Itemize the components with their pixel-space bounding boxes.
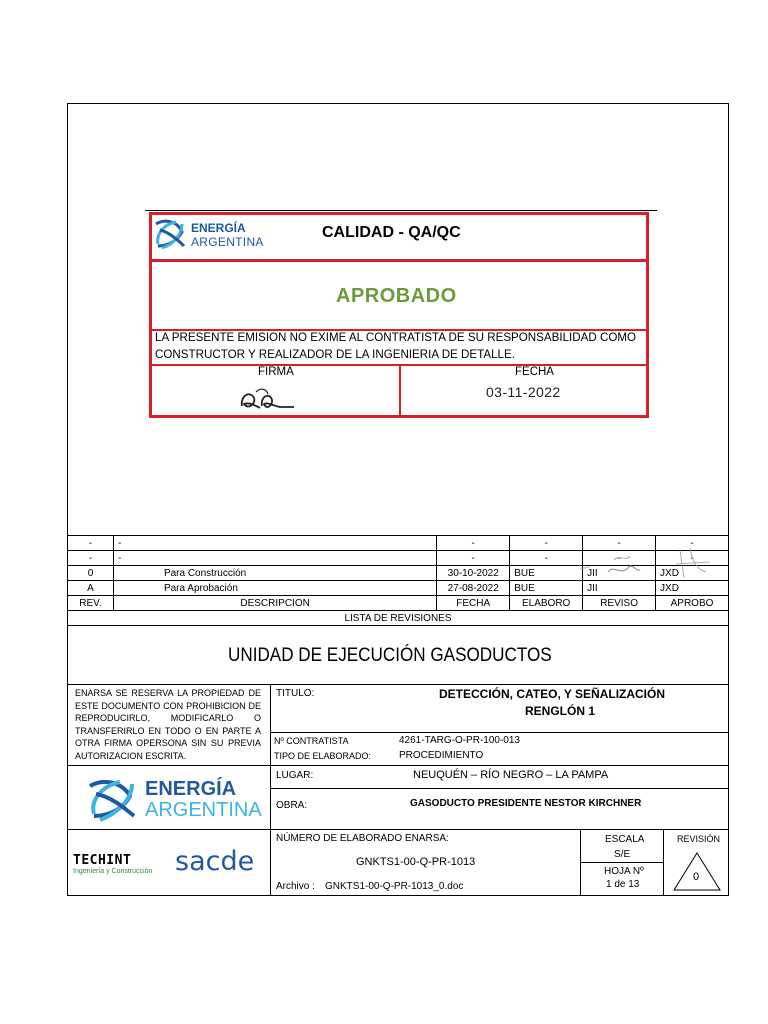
rev-cell: - [68,551,114,566]
stamp-brand-line1: ENERGÍA [191,221,246,235]
reviso-cell: - [583,551,656,566]
revision-signatures [580,542,720,584]
titulo-label: TITULO: [276,688,315,699]
elaboro-cell: BUE [510,566,583,581]
numero-label: NÚMERO DE ELABORADO ENARSA: [276,833,449,844]
revision-list-caption: LISTA DE REVISIONES [68,611,729,626]
desc-cell: - [113,536,436,551]
fecha-cell: - [437,536,510,551]
titulo-line2: RENGLÓN 1 [525,704,596,718]
sacde-logo: sacde [175,846,255,877]
contratista-label: Nº CONTRATISTA [274,736,349,746]
energia-argentina-logo-mark [152,216,188,252]
divider [67,765,729,766]
stamp-brand-line2: ARGENTINA [191,235,264,249]
divider [67,684,729,685]
table-caption-row [68,611,729,626]
archivo-label: Archivo : [276,881,315,892]
reviso-cell: JII [583,566,656,581]
fecha-cell: - [437,551,510,566]
stamp-note: LA PRESENTE EMISION NO EXIME AL CONTRATISTA DE SU RESPONSABILIDAD COMO CONSTRUCTOR Y REALIZADOR DE LA INGENIERIA DE DETALLE. [155,331,637,361]
desc-cell: Para Construcción [113,566,436,581]
hoja-value: 1 de 13 [606,879,640,890]
energia-logo-line2: ARGENTINA [145,799,262,821]
divider [580,862,663,863]
aprobo-cell: - [656,536,729,551]
divider [67,829,729,830]
aprobo-cell: - [656,551,729,566]
elaboro-cell: BUE [510,581,583,596]
fecha-cell: 27-08-2022 [437,581,510,596]
techint-subtitle: Ingeniería y Construcción [73,868,153,875]
rev-header: REV. [68,596,114,611]
fecha-header: FECHA [437,596,510,611]
energia-argentina-logo-icon [86,776,140,822]
rev-cell: A [68,581,114,596]
titulo-line1: DETECCIÓN, CATEO, Y SEÑALIZACIÓN [439,687,666,701]
elaboro-cell: - [510,551,583,566]
aprobo-cell: JXD [656,581,729,596]
desc-cell: - [113,551,436,566]
aprobo-cell: JXD [656,566,729,581]
hoja-label: HOJA Nº [604,866,644,877]
unit-title: UNIDAD DE EJECUCIÓN GASODUCTOS [228,645,552,666]
stamp-top-line [145,210,657,211]
energia-logo-line1: ENERGÍA [145,778,237,800]
contratista-value: 4261-TARG-O-PR-100-013 [399,735,520,746]
divider [270,684,271,896]
fecha-cell: 30-10-2022 [437,566,510,581]
lugar-label: LUGAR: [276,770,314,781]
reviso-cell: JII [583,581,656,596]
elaboro-header: ELABORO [510,596,583,611]
fecha-value: 03-11-2022 [486,384,561,400]
divider [663,829,664,896]
divider [270,732,729,733]
revision-label: REVISIÓN [677,834,721,844]
aprobo-header: APROBO [656,596,729,611]
obra-label: OBRA: [276,800,308,811]
escala-label: ESCALA [605,834,645,845]
reviso-cell: - [583,536,656,551]
table-header-row [68,596,729,611]
elaboro-cell: - [510,536,583,551]
fecha-label: FECHA [515,366,554,378]
escala-value: S/E [614,849,631,860]
numero-value: GNKTS1-00-Q-PR-1013 [356,856,476,868]
firma-label: FIRMA [258,366,294,378]
rev-cell: 0 [68,566,114,581]
rev-cell: - [68,536,114,551]
revision-value: 0 [693,871,700,883]
signature-image [236,384,300,414]
tipo-label: TIPO DE ELABORADO: [274,751,372,761]
desc-cell: Para Aprobación [113,581,436,596]
archivo-value: GNKTS1-00-Q-PR-1013_0.doc [325,881,464,892]
ownership-disclaimer: ENARSA SE RESERVA LA PROPIEDAD DE ESTE DOCUMENTO CON PROHIBICION DE REPRODUCIRLO, MODIFICARLO O TRANSFERIRLO EN TODO O EN PARTE A OTRA FIRMA OPERSONA SIN SU PREVIA AUTORIZACION ESCRITA. [75,688,261,761]
obra-value: GASODUCTO PRESIDENTE NESTOR KIRCHNER [410,798,642,809]
techint-logo: TECHINT [73,853,132,868]
approved-status: APROBADO [336,285,457,307]
lugar-value: NEUQUÉN – RÍO NEGRO – LA PAMPA [413,769,609,781]
desc-header: DESCRIPCION [113,596,436,611]
divider [270,788,729,789]
stamp-title: CALIDAD - QA/QC [322,224,461,241]
tipo-value: PROCEDIMIENTO [399,750,484,761]
reviso-header: REVISO [583,596,656,611]
